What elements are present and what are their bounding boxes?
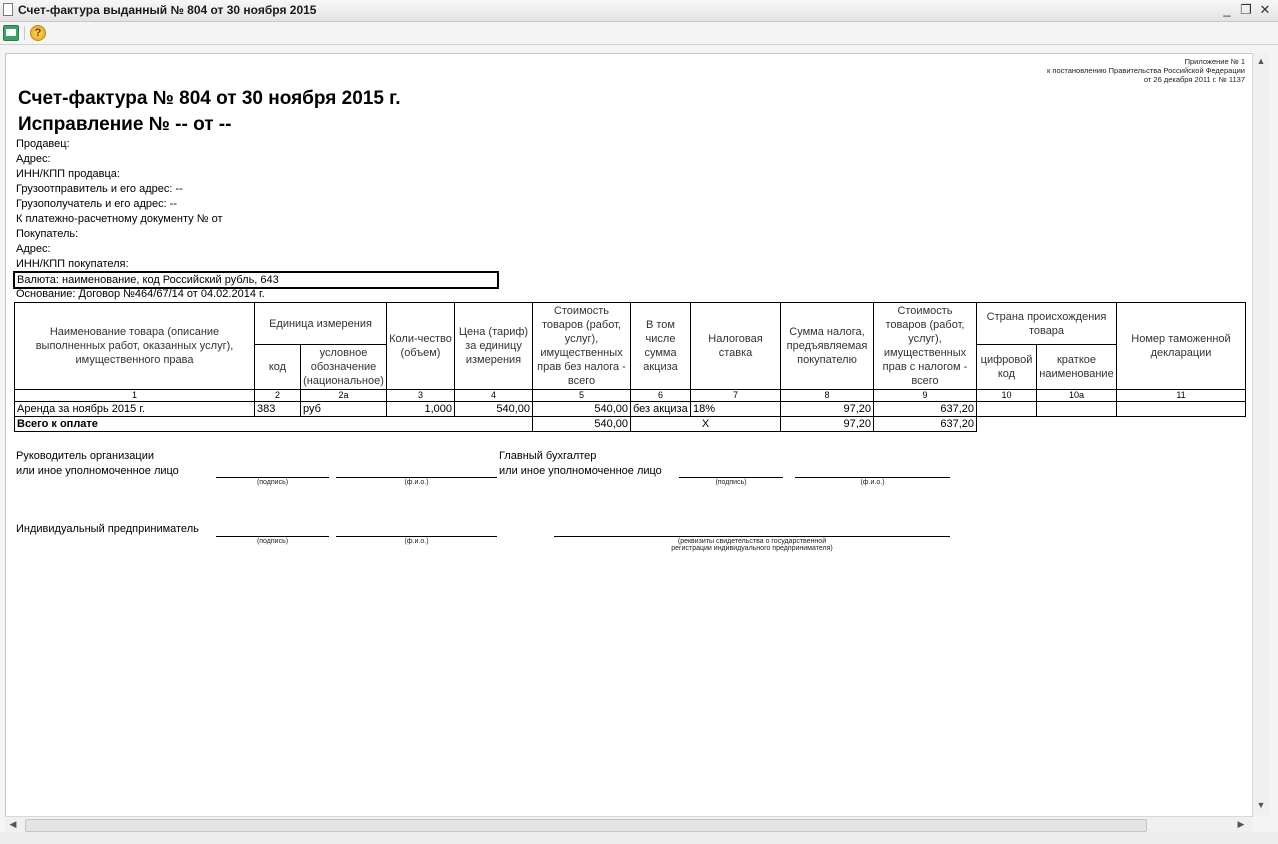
registration-caption-line: (реквизиты свидетельства о государственной — [677, 538, 827, 545]
cell-name: Аренда за ноябрь 2015 г. — [15, 402, 255, 417]
seller-inn-field: ИНН/КПП продавца: — [16, 168, 120, 180]
col-header-total: Стоимость товаров (работ, услуг), имущественных прав с налогом - всего — [874, 303, 977, 390]
appendix-line: Приложение № 1 — [1184, 57, 1245, 66]
column-number: 5 — [533, 390, 631, 402]
col-header-excise: В том числе сумма акциза — [631, 303, 691, 390]
table-header-row — [15, 303, 1246, 345]
window-title-bar — [0, 0, 1278, 22]
col-header-tax: Сумма налога, предъявляемая покупателю — [781, 303, 874, 390]
cell-rate: 18% — [691, 402, 781, 417]
cell-country-name — [1037, 402, 1117, 417]
column-numbers-row — [15, 390, 1246, 402]
head-signature-caption: (подпись) — [256, 479, 289, 486]
total-amount: 637,20 — [874, 417, 977, 432]
help-button[interactable]: ? — [30, 25, 46, 41]
column-number: 7 — [691, 390, 781, 402]
toolbar — [0, 22, 1278, 45]
col-header-country-name: краткое наименование — [1037, 345, 1117, 390]
accountant-signature-line — [679, 477, 783, 478]
col-header-price: Цена (тариф) за единицу измерения — [455, 303, 533, 390]
registration-caption-line: регистрации индивидуального предпринимателя) — [671, 545, 833, 552]
status-bar — [0, 832, 1278, 844]
col-header-unit-name: условное обозначение (национальное) — [301, 345, 387, 390]
cell-price: 540,00 — [455, 402, 533, 417]
horizontal-scrollbar[interactable] — [5, 816, 1252, 832]
scroll-left-icon[interactable]: ◀ — [9, 819, 17, 829]
toolbar-separator — [24, 26, 25, 40]
head-signature-line — [216, 477, 329, 478]
column-number: 2а — [301, 390, 387, 402]
accountant-fio-caption: (ф.и.о.) — [860, 479, 885, 486]
cell-tax: 97,20 — [781, 402, 874, 417]
head-label-line: Руководитель организации — [16, 450, 155, 462]
envelope-icon — [6, 29, 16, 36]
col-header-country-code: цифровой код — [977, 345, 1037, 390]
cell-excise: без акциза — [631, 402, 691, 417]
buyer-address-field: Адрес: — [16, 243, 51, 255]
horizontal-scroll-thumb[interactable] — [25, 819, 1147, 832]
column-number: 10 — [977, 390, 1037, 402]
total-cost: 540,00 — [533, 417, 631, 432]
cell-customs — [1117, 402, 1246, 417]
entrepreneur-label: Индивидуальный предприниматель — [16, 523, 199, 535]
seller-field: Продавец: — [16, 138, 70, 150]
accountant-label — [499, 449, 662, 479]
table-row — [15, 402, 1246, 417]
entrepreneur-signature-caption: (подпись) — [256, 538, 289, 545]
cell-cost: 540,00 — [533, 402, 631, 417]
column-number: 10а — [1037, 390, 1117, 402]
appendix-line: от 26 декабря 2011 г. № 1137 — [1143, 75, 1245, 84]
accountant-signature-caption: (подпись) — [715, 479, 747, 486]
empty-cell — [977, 417, 1246, 432]
col-header-unit-code: код — [255, 345, 301, 390]
scroll-up-icon[interactable]: ▲ — [1256, 56, 1266, 66]
appendix-line: к постановлению Правительства Российской Федерации — [1047, 66, 1245, 75]
accountant-label-line: Главный бухгалтер — [499, 450, 597, 462]
col-header-rate: Налоговая ставка — [691, 303, 781, 390]
scroll-down-icon[interactable]: ▼ — [1256, 800, 1266, 810]
accountant-fio-line — [795, 477, 950, 478]
send-email-button[interactable] — [3, 25, 19, 41]
head-label-line: или иное уполномоченное лицо — [16, 465, 179, 477]
total-mark: X — [631, 417, 781, 432]
total-row — [15, 417, 1246, 432]
restore-button[interactable]: ❐ — [1240, 2, 1252, 17]
cell-qty: 1,000 — [387, 402, 455, 417]
cell-total: 637,20 — [874, 402, 977, 417]
column-number: 8 — [781, 390, 874, 402]
minimize-button[interactable]: _ — [1223, 2, 1231, 17]
window-title: Счет-фактура выданный № 804 от 30 ноября 2015 — [18, 3, 317, 17]
invoice-table — [14, 302, 1246, 432]
entrepreneur-signature-line — [216, 536, 329, 537]
column-number: 11 — [1117, 390, 1246, 402]
total-label: Всего к оплате — [15, 417, 533, 432]
col-header-country: Страна происхождения товара — [977, 303, 1117, 345]
seller-address-field: Адрес: — [16, 153, 51, 165]
column-number: 9 — [874, 390, 977, 402]
total-tax: 97,20 — [781, 417, 874, 432]
column-number: 4 — [455, 390, 533, 402]
buyer-inn-field: ИНН/КПП покупателя: — [16, 258, 129, 270]
column-number: 3 — [387, 390, 455, 402]
registration-caption — [554, 538, 950, 552]
close-button[interactable]: ✕ — [1259, 2, 1271, 17]
col-header-qty: Коли-чество (объем) — [387, 303, 455, 390]
column-number: 2 — [255, 390, 301, 402]
invoice-title: Счет-фактура № 804 от 30 ноября 2015 г. — [18, 88, 401, 109]
col-header-customs: Номер таможенной декларации — [1117, 303, 1246, 390]
invoice-fields — [16, 137, 223, 272]
scroll-right-icon[interactable]: ▶ — [1237, 819, 1245, 829]
currency-field[interactable]: Валюта: наименование, код Российский рубль, 643 — [13, 271, 499, 289]
col-header-cost: Стоимость товаров (работ, услуг), имущественных прав без налога - всего — [533, 303, 631, 390]
vertical-scrollbar[interactable] — [1252, 53, 1269, 815]
document-icon — [3, 3, 13, 16]
column-number: 6 — [631, 390, 691, 402]
consignee-field: Грузополучатель и его адрес: -- — [16, 198, 178, 210]
col-header-name: Наименование товара (описание выполненных работ, оказанных услуг), имущественного права — [15, 303, 255, 390]
cell-country-code — [977, 402, 1037, 417]
entrepreneur-fio-line — [336, 536, 497, 537]
cell-unit-code: 383 — [255, 402, 301, 417]
head-fio-caption: (ф.и.о.) — [404, 479, 429, 486]
column-number: 1 — [15, 390, 255, 402]
appendix-note — [1047, 57, 1245, 84]
entrepreneur-fio-caption: (ф.и.о.) — [404, 538, 429, 545]
head-label — [16, 449, 179, 479]
document-area[interactable] — [5, 53, 1253, 817]
buyer-field: Покупатель: — [16, 228, 79, 240]
registration-line — [554, 536, 950, 537]
cell-unit-name: руб — [301, 402, 387, 417]
basis-field: Основание: Договор №464/67/14 от 04.02.2014 г. — [16, 288, 265, 300]
payment-doc-field: К платежно-расчетному документу № от — [16, 213, 223, 225]
col-header-unit: Единица измерения — [255, 303, 387, 345]
correction-title: Исправление № -- от -- — [18, 114, 232, 135]
head-fio-line — [336, 477, 497, 478]
accountant-label-line: или иное уполномоченное лицо — [499, 465, 662, 477]
shipper-field: Грузоотправитель и его адрес: -- — [16, 183, 183, 195]
